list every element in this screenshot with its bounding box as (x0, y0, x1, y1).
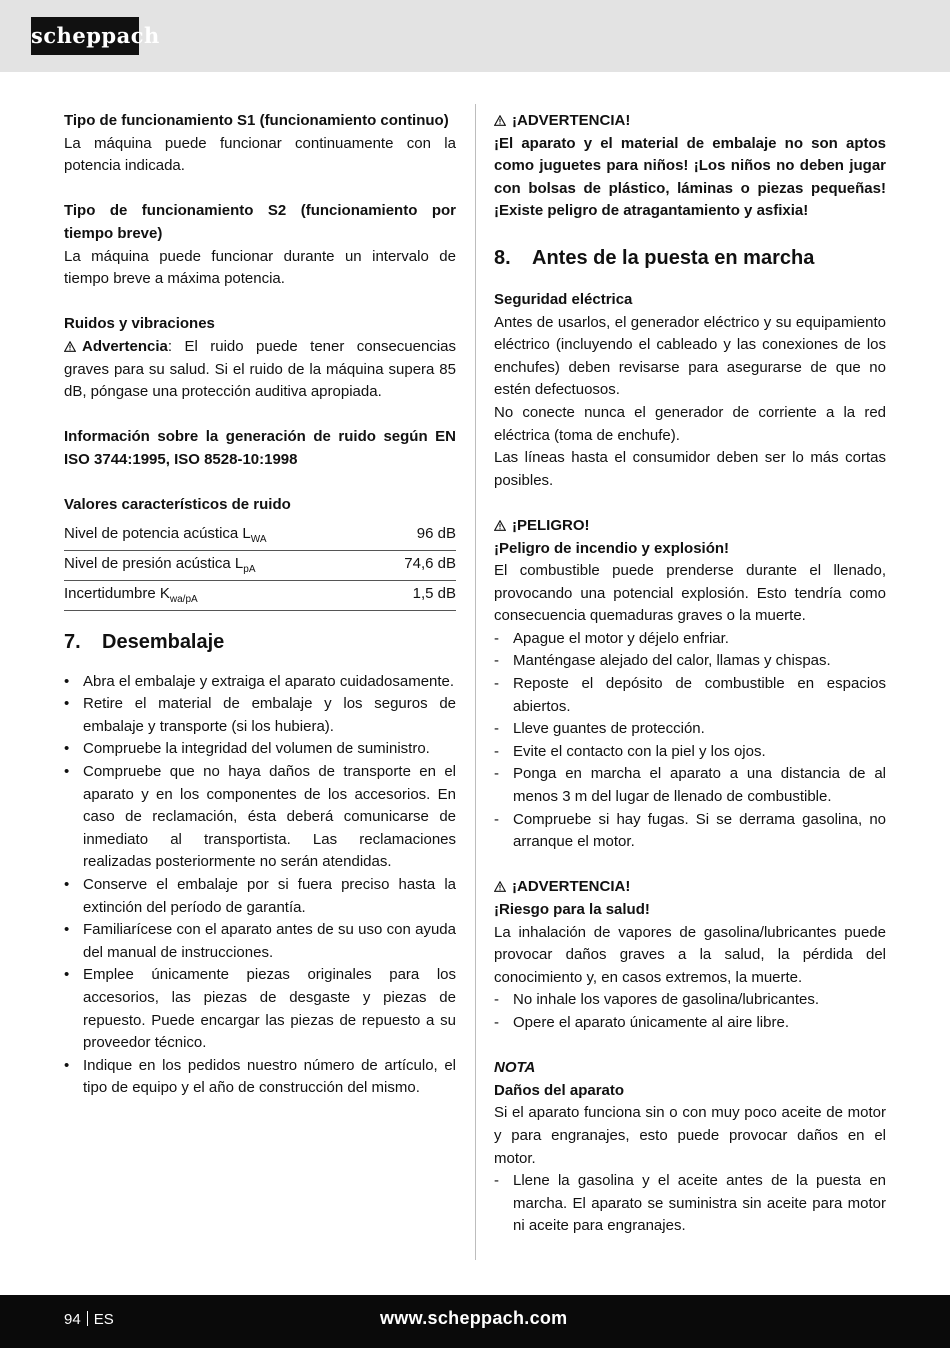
warning-1-text: ¡El aparato y el material de embalaje no son aptos como juguetes para niños! ¡Los niños no deben jugar con bolsas de plástico, láminas o piezas pequeñas! ¡Existe peligro de atragantamiento y asfixia! (494, 134, 886, 220)
warning-2-subtitle: ¡Riesgo para la salud! (494, 901, 650, 918)
electrical-title: Seguridad eléctrica (494, 290, 633, 308)
list-item: - Compruebe si hay fugas. Si se derrama gasolina, no arranque el motor. (494, 809, 886, 854)
electrical-p3: Las líneas hasta el consumidor deben ser lo más cortas posibles. (494, 449, 886, 489)
table-row (64, 521, 456, 551)
list-item: - Manténgase alejado del calor, llamas y chispas. (494, 650, 886, 673)
list-item: - Opere el aparato únicamente al aire libre. (494, 1012, 886, 1035)
list-item: - Reposte el depósito de combustible en espacios abiertos. (494, 673, 886, 718)
noise-values-table (64, 521, 456, 611)
table-cell-label: Incertidumbre $K_{wa/pA}$ (64, 580, 376, 610)
noise-info: Información sobre la generación de ruido según EN ISO 3744:1995, ISO 8528-10:1998 (64, 428, 456, 468)
section-8-heading: 8. Antes de la puesta en marcha (494, 246, 815, 269)
nota-text: Si el aparato funciona sin o con muy poco aceite de motor y para engranajes, esto puede provocar daños en el motor. (494, 1104, 886, 1167)
list-item: - Apague el motor y déjelo enfriar. (494, 628, 886, 651)
list-item: • Compruebe que no haya daños de transporte en el aparato y en los componentes de los accesorios. En caso de reclamación, ésta deberá comunicarse de inmediato al transportista. Las reclamaciones realizadas posteriormente no serán atendidas. (64, 761, 456, 874)
noise-title: Ruidos y vibraciones (64, 315, 215, 333)
warning-2-text: La inhalación de vapores de gasolina/lubricantes puede provocar daños graves a la salud, la pérdida del conocimiento y, en casos extremos, la muerte. (494, 923, 886, 986)
list-item: • Compruebe la integridad del volumen de suministro. (64, 738, 456, 761)
warning-1-label: ¡ADVERTENCIA! (494, 110, 886, 133)
danger-list (494, 628, 886, 854)
warning-icon (64, 341, 76, 352)
page-header (0, 0, 950, 72)
brand-logo: scheppach (31, 17, 139, 55)
list-item: • Abra el embalaje y extraiga el aparato cuidadosamente. (64, 671, 456, 694)
noise-warning-label: Advertencia (82, 337, 168, 355)
list-item: - Ponga en marcha el aparato a una distancia de al menos 3 m del lugar de llenado de combustible. (494, 763, 886, 808)
list-item: - Llene la gasolina y el aceite antes de la puesta en marcha. El aparato se suministra sin aceite para motor ni aceite para engranajes. (494, 1170, 886, 1238)
s2-text: La máquina puede funcionar durante un intervalo de tiempo breve a máxima potencia. (64, 247, 456, 288)
s1-text: La máquina puede funcionar continuamente con la potencia indicada. (64, 134, 456, 175)
s2-title: Tipo de funcionamiento S2 (funcionamiento por tiempo breve) (64, 202, 456, 242)
warning-2-label: ¡ADVERTENCIA! (494, 876, 886, 899)
noise-warning-text: : El ruido puede tener consecuencias graves para su salud. Si el ruido de la máquina supera 85 dB, póngase una protección auditiva apropiada. (64, 337, 456, 401)
s1-title: Tipo de funcionamiento S1 (funcionamiento continuo) (64, 112, 449, 129)
table-cell-value: 1,5 dB (376, 580, 456, 610)
warning-icon (494, 520, 506, 531)
table-cell-label: Nivel de potencia acústica $L_{WA}$ (64, 521, 376, 551)
list-item: - Lleve guantes de protección. (494, 718, 886, 741)
danger-text: El combustible puede prenderse durante el llenado, provocando una potencial explosión. Esto tendría como consecuencia quemaduras graves o la muerte. (494, 562, 886, 625)
list-item: • Emplee únicamente piezas originales para los accesorios, las piezas de desgaste y piezas de repuesto. Puede encargar las piezas de repuesto a su proveedor técnico. (64, 964, 456, 1054)
warning-2-list (494, 989, 886, 1034)
section-7-heading: 7. Desembalaje (64, 630, 225, 653)
list-item: • Conserve el embalaje por si fuera preciso hasta la extinción del período de garantía. (64, 874, 456, 919)
right-column (494, 110, 886, 1238)
website-link[interactable]: www.scheppach.com (380, 1308, 568, 1328)
danger-subtitle: ¡Peligro de incendio y explosión! (494, 539, 730, 557)
table-row (64, 580, 456, 610)
warning-icon (494, 881, 506, 892)
nota-subtitle: Daños del aparato (494, 1081, 625, 1099)
list-item: - Evite el contacto con la piel y los ojos. (494, 741, 886, 764)
page-footer (0, 1295, 950, 1348)
electrical-p2: No conecte nunca el generador de corriente a la red eléctrica (toma de enchufe). (494, 403, 886, 444)
list-item: • Retire el material de embalaje y los seguros de embalaje y transporte (si los hubiera). (64, 693, 456, 738)
table-cell-value: 96 dB (376, 521, 456, 551)
left-column (64, 110, 456, 1100)
list-item: - No inhale los vapores de gasolina/lubricantes. (494, 989, 886, 1012)
list-item: • Indique en los pedidos nuestro número de artículo, el tipo de equipo y el año de construcción del mismo. (64, 1055, 456, 1100)
table-cell-label: Nivel de presión acústica $L_{pA}$ (64, 550, 376, 580)
electrical-p1: Antes de usarlos, el generador eléctrico y su equipamiento eléctrico (incluyendo el cableado y las conexiones de los enchufes) deben revisarse para asegurarse de que no estén defectuosos. (494, 313, 886, 399)
table-row (64, 550, 456, 580)
list-item: • Familiarícese con el aparato antes de su uso con ayuda del manual de instrucciones. (64, 919, 456, 964)
table-cell-value: 74,6 dB (376, 550, 456, 580)
warning-icon (494, 115, 506, 126)
noise-warning (64, 336, 456, 404)
danger-label: ¡PELIGRO! (494, 515, 886, 538)
nota-label: NOTA (494, 1059, 536, 1077)
column-divider (475, 104, 476, 1260)
unpack-list (64, 671, 456, 1100)
nota-list (494, 1170, 886, 1238)
page-number: 94 ES (64, 1311, 114, 1328)
values-title: Valores característicos de ruido (64, 496, 291, 514)
